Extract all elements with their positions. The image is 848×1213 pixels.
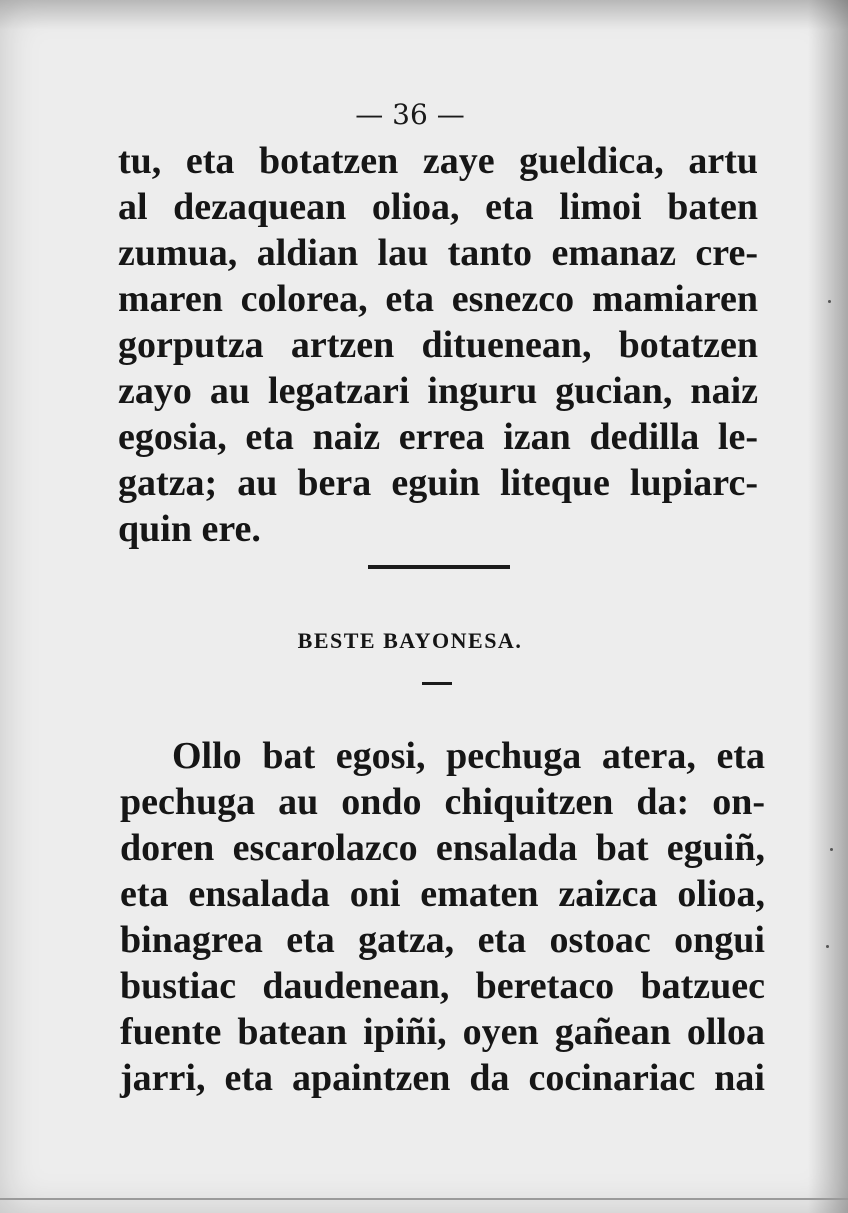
paper-speck [828,300,831,303]
text-line: gatza; au bera eguin liteque lupiarc- [118,462,758,504]
recipe-paragraph [120,733,765,1101]
text-line: pechuga au ondo chiquitzen da: on- [120,781,765,823]
text-line: fuente batean ipiñi, oyen gañean olloa [120,1011,765,1053]
paragraph-continued [118,138,758,552]
text-line: binagrea eta gatza, eta ostoac ongui [120,919,765,961]
section-divider-rule [368,565,510,569]
page-number: — 36 — [355,98,465,131]
title-underline-rule [422,682,452,685]
page-gutter-shadow [808,0,848,1213]
text-line: quin ere. [118,508,261,550]
text-line: zumua, aldian lau tanto emanaz cre- [118,232,758,274]
paper-speck [826,945,829,948]
recipe-title: BESTE BAYONESA. [297,628,523,653]
text-line: gorputza artzen dituenean, botatzen [118,324,758,366]
text-line: jarri, eta apaintzen da cocinariac nai [120,1057,765,1099]
text-line: eta ensalada oni ematen zaizca olioa, [120,873,765,915]
page-bottom-edge [0,1198,848,1200]
text-line: doren escarolazco ensalada bat eguiñ, [120,827,765,869]
text-line: Ollo bat egosi, pechuga atera, eta [172,735,765,777]
page-top-shadow [0,0,848,30]
text-line: zayo au legatzari inguru gucian, naiz [118,370,758,412]
paper-speck [830,848,833,851]
text-line: maren colorea, eta esnezco mamiaren [118,278,758,320]
text-line: al dezaquean olioa, eta limoi baten [118,186,758,228]
text-line: egosia, eta naiz errea izan dedilla le- [118,416,758,458]
text-line: tu, eta botatzen zaye gueldica, artu [118,140,758,182]
text-line: bustiac daudenean, beretaco batzuec [120,965,765,1007]
